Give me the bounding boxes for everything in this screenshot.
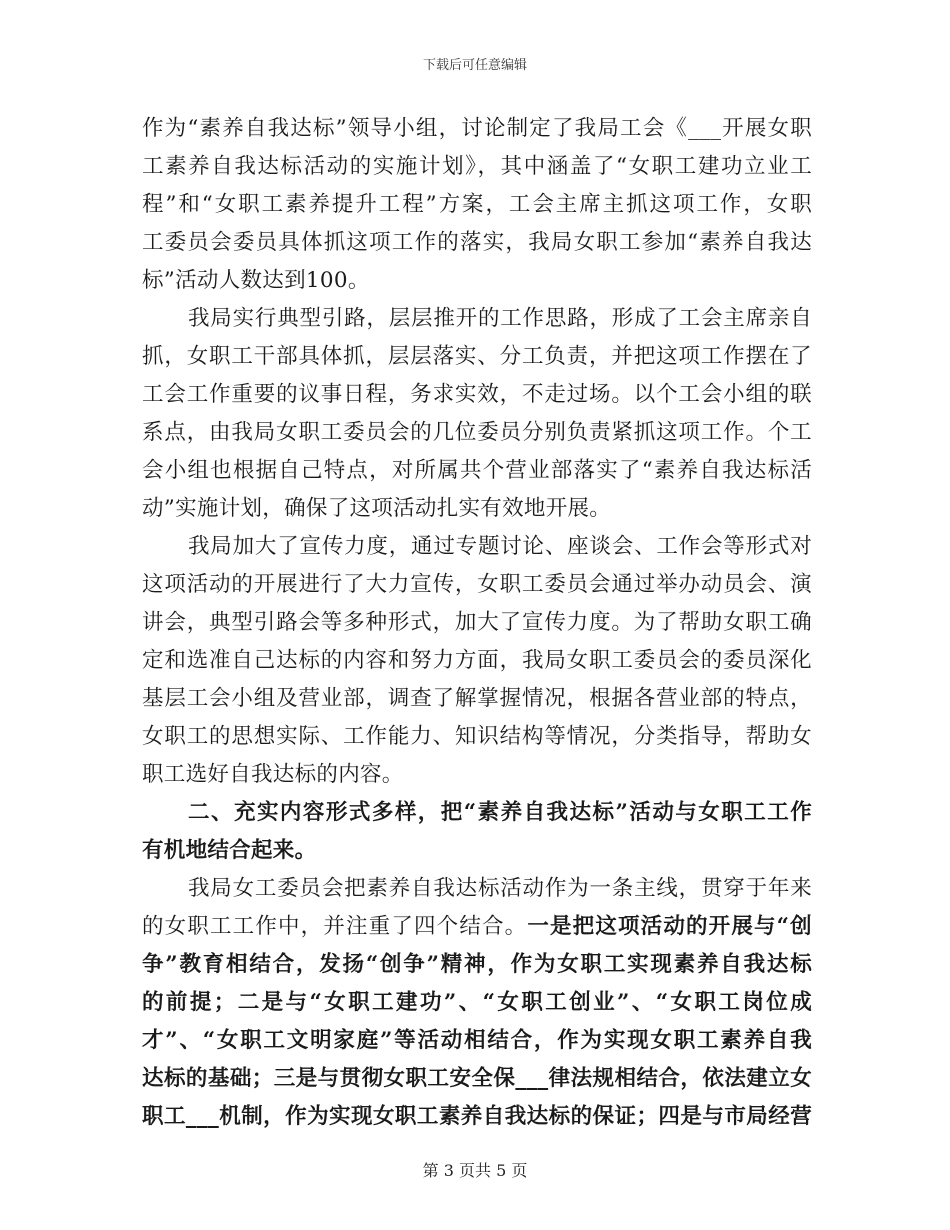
paragraph-line: 我局实行典型引路，层层推开的工作思路，形成了工会主席亲自	[188, 306, 812, 331]
paragraph-line: 标”活动人数达到100。	[142, 268, 370, 293]
paragraph-line: 工委员会委员具体抓这项工作的落实，我局女职工参加“素养自我达	[142, 230, 812, 255]
document-body	[142, 110, 812, 1136]
paragraph-line: 的前提；二是与“女职工建功”、“女职工创业”、“女职工岗位成	[142, 990, 812, 1015]
page-header: 下载后可任意编辑	[422, 58, 527, 73]
paragraph-line: 定和选准自己达标的内容和努力方面，我局女职工委员会的委员深化	[142, 648, 812, 673]
page-footer: 第 3 页共 5 页	[422, 1161, 528, 1180]
paragraph-line: 工素养自我达标活动的实施计划》，其中涵盖了“女职工建功立业工	[142, 154, 812, 179]
paragraph-line: 职工选好自我达标的内容。	[142, 762, 404, 787]
paragraph-line: 达标的基础；三是与贯彻女职工安全保___律法规相结合，依法建立女	[142, 1066, 812, 1091]
section-heading-line: 二、充实内容形式多样，把“素养自我达标”活动与女职工工作	[188, 800, 812, 825]
paragraph-line: 抓，女职工干部具体抓，层层落实、分工负责，并把这项工作摆在了	[142, 344, 812, 369]
paragraph-line: 我局加大了宣传力度，通过专题讨论、座谈会、工作会等形式对	[188, 534, 812, 559]
paragraph-line: 系点，由我局女职工委员会的几位委员分别负责紧抓这项工作。个工	[142, 420, 812, 445]
paragraph-line: 女职工的思想实际、工作能力、知识结构等情况，分类指导，帮助女	[142, 724, 812, 749]
paragraph-line: 会小组也根据自己特点，对所属共个营业部落实了“素养自我达标活	[142, 458, 812, 483]
paragraph-line: 作为“素养自我达标”领导小组，讨论制定了我局工会《___开展女职	[142, 116, 812, 141]
paragraph-line: 工会工作重要的议事日程，务求实效，不走过场。以个工会小组的联	[142, 382, 812, 407]
paragraph-line: 才”、“女职工文明家庭”等活动相结合，作为实现女职工素养自我	[142, 1028, 812, 1053]
paragraph-line: 这项活动的开展进行了大力宣传，女职工委员会通过举办动员会、演	[142, 572, 812, 597]
section-heading-line: 有机地结合起来。	[142, 838, 317, 863]
paragraph-line: 争”教育相结合，发扬“创争”精神，作为女职工实现素养自我达标	[142, 952, 812, 977]
paragraph-line-mixed	[142, 908, 812, 946]
paragraph-line: 我局女工委员会把素养自我达标活动作为一条主线，贯穿于年来	[188, 876, 812, 901]
bold-text: 一是把这项活动的开展与“创	[527, 914, 812, 939]
paragraph-line: 讲会，典型引路会等多种形式，加大了宣传力度。为了帮助女职工确	[142, 610, 812, 635]
paragraph-line: 基层工会小组及营业部，调查了解掌握情况，根据各营业部的特点，	[142, 686, 812, 711]
paragraph-line: 动”实施计划，确保了这项活动扎实有效地开展。	[142, 496, 612, 521]
paragraph-line: 职工___机制，作为实现女职工素养自我达标的保证；四是与市局经营	[142, 1104, 812, 1129]
paragraph-line: 程”和“女职工素养提升工程”方案，工会主席主抓这项工作，女职	[142, 192, 812, 217]
paragraph-text: 的女职工工作中，并注重了四个结合。	[142, 914, 528, 939]
